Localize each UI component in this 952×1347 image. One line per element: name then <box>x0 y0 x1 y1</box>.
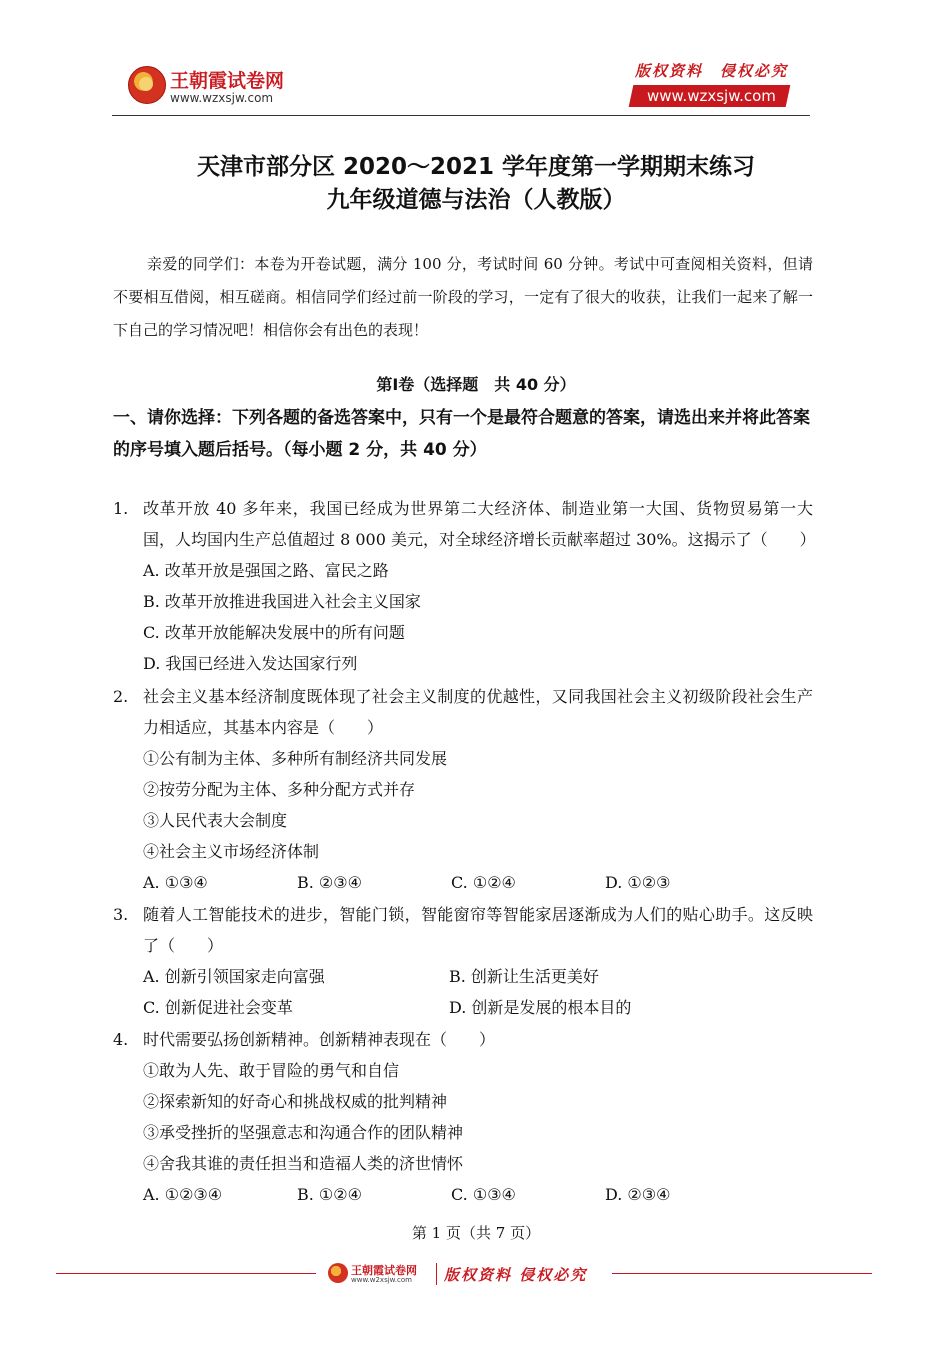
question-4 <box>113 1024 813 1210</box>
options-row <box>113 867 813 898</box>
part-instructions: 一、请你选择：下列各题的备选答案中，只有一个是最符合题意的答案，请选出来并将此答案的序号填入题后括号。（每小题 2 分，共 40 分） <box>113 408 810 460</box>
statement-item: ④舍我其谁的责任担当和造福人类的济世情怀 <box>143 1154 464 1173</box>
question-stem: 时代需要弘扬创新精神。创新精神表现在（ ） <box>143 1030 496 1049</box>
footer-separator <box>436 1263 437 1285</box>
copyright-block <box>608 60 788 107</box>
option-c: C. 创新促进社会变革 <box>143 998 293 1017</box>
footer-url: www.w2xsjw.com <box>351 1276 412 1284</box>
option-d: D. ①②③ <box>605 873 671 892</box>
question-stem: 社会主义基本经济制度既体现了社会主义制度的优越性，又同我国社会主义初级阶段社会生产力相适应，其基本内容是（ ） <box>143 687 813 737</box>
footer-rule-right <box>612 1273 872 1274</box>
options-row <box>113 992 813 1023</box>
option-a: A. 改革开放是强国之路、富民之路 <box>143 561 389 580</box>
statement-item: ③人民代表大会制度 <box>143 811 288 830</box>
options-row <box>113 1179 813 1210</box>
intro-paragraph: 亲爱的同学们：本卷为开卷试题，满分 100 分，考试时间 60 分钟。考试中可查阅相关资料，但请不要相互借阅，相互磋商。相信同学们经过前一阶段的学习，一定有了很大的收获，让我们一起来了解一下自己的学习情况吧！相信你会有出色的表现！ <box>113 255 813 339</box>
seal-icon <box>328 1263 348 1283</box>
option-c: C. ①③④ <box>451 1185 516 1204</box>
statement-item: ④社会主义市场经济体制 <box>143 842 320 861</box>
question-number: 4. <box>113 1030 129 1049</box>
statement-item: ③承受挫折的坚强意志和沟通合作的团队精神 <box>143 1123 464 1142</box>
option-b: B. 改革开放推进我国进入社会主义国家 <box>143 592 421 611</box>
option-c: C. 改革开放能解决发展中的所有问题 <box>143 623 405 642</box>
statement-item: ②按劳分配为主体、多种分配方式并存 <box>143 780 416 799</box>
option-b: B. ②③④ <box>297 873 362 892</box>
options-row <box>113 961 813 992</box>
option-b: B. 创新让生活更美好 <box>449 967 599 986</box>
question-1 <box>113 493 816 679</box>
exam-title: 天津市部分区 2020～2021 学年度第一学期期末练习 <box>196 154 756 180</box>
option-a: A. ①②③④ <box>143 1185 223 1204</box>
option-a: A. ①③④ <box>143 873 208 892</box>
statement-item: ①敢为人先、敢于冒险的勇气和自信 <box>143 1061 400 1080</box>
question-number: 2. <box>113 687 129 706</box>
site-logo <box>128 64 328 110</box>
header-divider <box>112 115 810 116</box>
question-number: 3. <box>113 905 129 924</box>
statement-item: ②探索新知的好奇心和挑战权威的批判精神 <box>143 1092 448 1111</box>
option-b: B. ①②④ <box>297 1185 362 1204</box>
brand-url: www.wzxsjw.com <box>170 91 274 105</box>
question-3 <box>113 899 813 1023</box>
question-stem: 随着人工智能技术的进步，智能门锁，智能窗帘等智能家居逐渐成为人们的贴心助手。这反映了（ ） <box>143 905 813 955</box>
footer-logo <box>328 1262 438 1286</box>
url-banner-text: www.wzxsjw.com <box>647 87 776 105</box>
option-c: C. ①②④ <box>451 873 516 892</box>
seal-icon <box>128 66 166 104</box>
option-d: D. ②③④ <box>605 1185 671 1204</box>
statement-item: ①公有制为主体、多种所有制经济共同发展 <box>143 749 448 768</box>
brand-name: 王朝霞试卷网 <box>170 70 285 92</box>
page-number: 第 1 页（共 7 页） <box>411 1224 541 1242</box>
option-d: D. 我国已经进入发达国家行列 <box>143 654 358 673</box>
question-2 <box>113 681 813 898</box>
footer-rule-left <box>56 1273 316 1274</box>
copyright-notice: 版权资料 侵权必究 <box>634 62 788 80</box>
option-d: D. 创新是发展的根本目的 <box>449 998 632 1017</box>
section-header: 第Ⅰ卷（选择题 共 40 分） <box>376 375 576 394</box>
question-number: 1. <box>113 499 129 518</box>
exam-subtitle: 九年级道德与法治（人教版） <box>326 187 626 213</box>
footer-brand: 王朝霞试卷网 <box>351 1264 417 1277</box>
question-stem: 改革开放 40 多年来，我国已经成为世界第二大经济体、制造业第一大国、货物贸易第一大国，人均国内生产总值超过 8 000 美元，对全球经济增长贡献率超过 30%。这揭示了（ ） <box>143 499 816 549</box>
url-banner[interactable] <box>629 85 791 107</box>
option-a: A. 创新引领国家走向富强 <box>143 967 325 986</box>
footer-copyright: 版权资料 侵权必究 <box>444 1266 588 1284</box>
